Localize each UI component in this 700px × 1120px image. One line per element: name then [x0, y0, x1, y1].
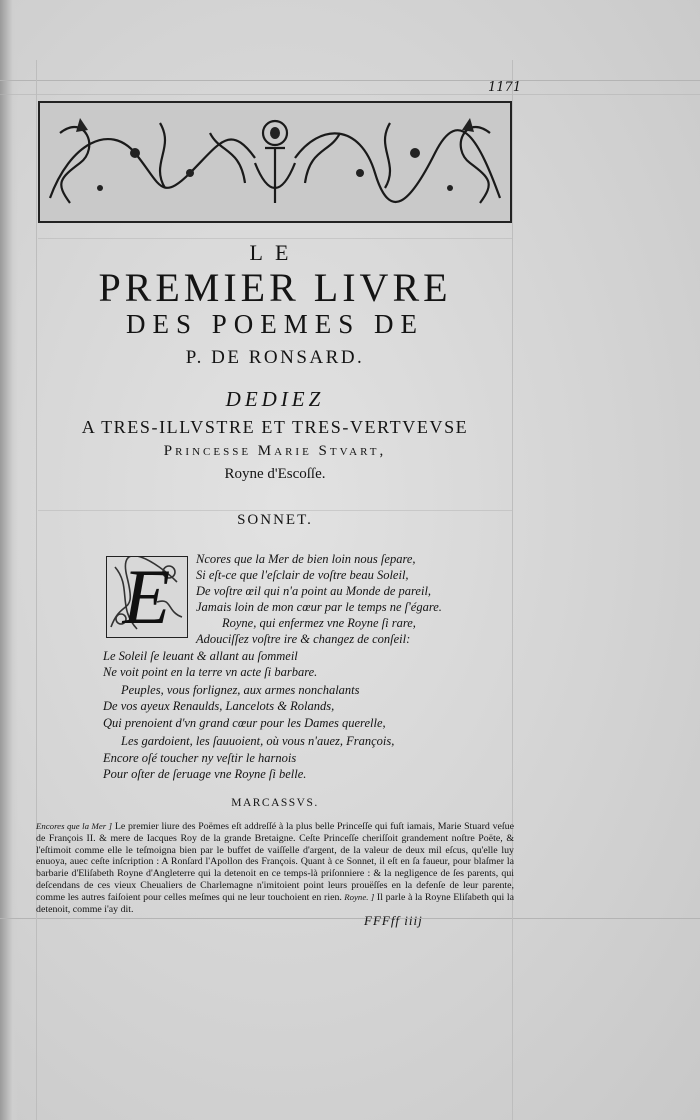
sonnet-heading: SONNET.: [237, 512, 313, 528]
guide-line: [512, 60, 513, 1120]
author-name: P. DE RONSARD.: [185, 347, 365, 368]
guide-line: [38, 238, 512, 239]
guide-line: [38, 510, 512, 511]
page-number: 1171: [488, 80, 522, 95]
commentator-heading: MARCASSVS.: [231, 797, 319, 809]
guide-line: [0, 94, 700, 95]
headpiece-ornament: [38, 101, 512, 223]
verse-line: Adouciſſez voſtre ire & changez de conſeil:: [196, 632, 411, 646]
verse-line: Peuples, vous forlignez, aux armes nonchalants: [121, 683, 360, 697]
verse-line: Si eſt-ce que l'eſclair de voſtre beau Soleil,: [196, 568, 409, 582]
commentary-lemma: Royne. ]: [341, 891, 375, 902]
binding-gutter: [0, 0, 18, 1120]
guide-line: [0, 80, 700, 81]
drop-cap-letter: E: [122, 556, 171, 638]
verse-line: Qui prenoient d'vn grand cœur pour les Dames querelle,: [103, 716, 386, 730]
dedicatee-name: Princesse Marie Stvart,: [163, 443, 387, 459]
guide-line: [0, 918, 700, 919]
verse-line: Jamais loin de mon cœur par le temps ne ſ'égare.: [196, 600, 442, 614]
commentary-text: Le premier liure des Poëmes eſt addreſſé à la plus belle Princeſſe qui fuſt iamais, Marie Stuard veſue de François II. & mere de Iacques Roy de la grande Bretaigne. Ceſte Princeſſe cheriſſoit grandement noſtre Poëte, & l'eſtimoit comme elle le teſmoigna bien par le buffet de vaiſſelle d'argent, de la valeur de deux mil eſcus, qu'elle luy enuoya, auec ceſte inſcription : A Ronſard l'Apollon des François. Quant à ce Sonnet, il eſt en ſa faueur, pour blaſmer la barbarie d'Eliſabeth Royne d'Angleterre qui la detenoit en ce temps-là priſonniere : & la negligence de ſes parents, qui deſcendans de ces vieux Cheualiers de Charlemagne n'imitoient point leurs prouëſſes en la defenſe de leur parente, comme les autres faiſoient pour celles meſmes qui ne leur touchoient en rien.: [36, 821, 514, 903]
verse-line: Royne, qui enfermez vne Royne ſi rare,: [222, 616, 416, 630]
commentary-text: Il parle à la Royne Eliſabeth qui la detenoit, comme i'ay dit.: [36, 891, 514, 915]
verse-line: Encore oſé toucher ny veſtir le harnois: [103, 751, 297, 765]
drop-cap-initial: [106, 556, 188, 638]
dedication-line: A TRES-ILLVSTRE ET TRES-VERTVEVSE: [81, 417, 469, 437]
book-title: PREMIER LIVRE: [98, 265, 452, 310]
commentary-lemma: Encores que la Mer ]: [36, 821, 113, 831]
signature-mark: FFFff iiij: [364, 913, 423, 928]
verse-line: Les gardoient, les ſauuoient, où vous n'auez, François,: [121, 734, 395, 748]
verse-line: Ne voit point en la terre vn acte ſi barbare.: [103, 665, 318, 679]
commentary-paragraph: [36, 821, 514, 915]
book-subtitle: DES POEMES DE: [125, 309, 425, 339]
verse-line: Pour oſter de ſeruage vne Royne ſi belle.: [103, 767, 307, 781]
verse-line: De voſtre œil qui n'a point au Monde de pareil,: [196, 584, 432, 598]
verse-line: Le Soleil ſe leuant & allant au ſommeil: [103, 649, 298, 663]
dedicatee-title: Royne d'Escoſſe.: [224, 466, 326, 482]
dedication-heading: DEDIEZ: [225, 387, 325, 411]
guide-line: [36, 60, 37, 1120]
title-article: LE: [249, 240, 301, 265]
verse-line: De vos ayeux Renaulds, Lancelots & Rolands,: [103, 699, 335, 713]
verse-line: Ncores que la Mer de bien loin nous ſepare,: [196, 552, 416, 566]
